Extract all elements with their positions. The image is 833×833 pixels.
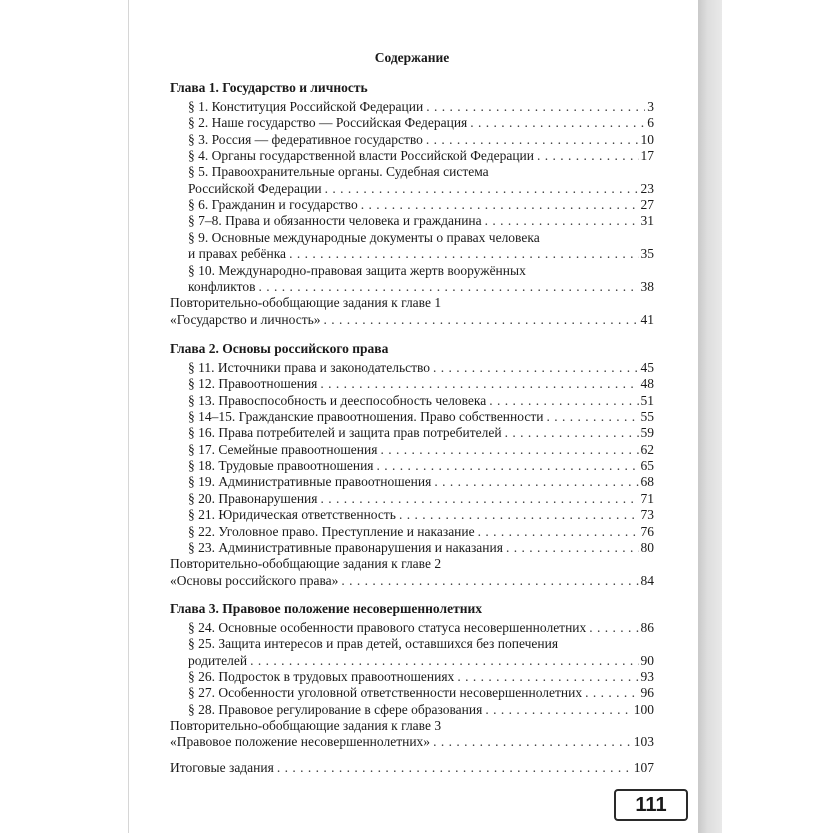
- toc-entry-text: Российской Федерации: [188, 180, 322, 196]
- chapter-title: Глава 2. Основы российского права: [170, 341, 389, 356]
- toc-entry-line: [170, 556, 654, 572]
- toc-leader-dots: [324, 312, 639, 328]
- toc-entry: [170, 148, 654, 164]
- toc-entry: [170, 376, 654, 392]
- toc-leader-dots: [426, 99, 645, 115]
- toc-entry-text: § 10. Международно-правовая защита жертв вооружённых: [188, 262, 526, 278]
- toc-review-entry: [170, 718, 654, 751]
- toc-entry-line: [170, 636, 654, 652]
- toc-entry-text: § 17. Семейные правоотношения: [188, 441, 378, 457]
- toc-page-number: 17: [640, 148, 654, 164]
- toc-page-number: 65: [640, 458, 654, 474]
- toc-page-number: 48: [640, 376, 654, 392]
- toc-entry-text: § 13. Правоспособность и дееспособность человека: [188, 392, 487, 408]
- toc-page-number: 84: [640, 572, 654, 588]
- toc-entry-text: § 7–8. Права и обязанности человека и гражданина: [188, 213, 482, 229]
- toc-entry-text: § 21. Юридическая ответственность: [188, 507, 396, 523]
- toc-entry-text: Повторительно-обобщающие задания к главе 1: [170, 295, 442, 311]
- toc-page-number: 73: [640, 507, 654, 523]
- toc-leader-dots: [434, 474, 638, 490]
- toc-page-number: 38: [640, 278, 654, 294]
- toc-leader-dots: [505, 425, 639, 441]
- toc-leader-dots: [250, 653, 638, 669]
- toc-entry: [170, 213, 654, 229]
- toc-entry: [170, 685, 654, 701]
- toc-entry-text: § 27. Особенности уголовной ответственности несовершеннолетних: [188, 685, 583, 701]
- toc-final-entry: [170, 760, 654, 776]
- toc-review-entry: [170, 556, 654, 589]
- toc-entry: [170, 99, 654, 115]
- toc-entry-line: [170, 474, 654, 490]
- toc-entry-line: [170, 540, 654, 556]
- toc-leader-dots: [258, 279, 638, 295]
- toc-leader-dots: [380, 442, 638, 458]
- toc-entry-text: § 4. Органы государственной власти Российской Федерации: [188, 148, 534, 164]
- chapter-title: Глава 1. Государство и личность: [170, 80, 368, 95]
- toc-leader-dots: [277, 760, 632, 776]
- toc-entry-line: [170, 620, 654, 636]
- toc-entry-text: § 25. Защита интересов и прав детей, оставшихся без попечения: [188, 636, 559, 652]
- toc-page-number: 62: [640, 441, 654, 457]
- toc-page-number: 45: [640, 360, 654, 375]
- toc-entry: [170, 132, 654, 148]
- toc-entry-line: [170, 312, 654, 328]
- toc-entry-text: § 12. Правоотношения: [188, 376, 318, 392]
- toc-leader-dots: [341, 573, 638, 589]
- toc-entry: [170, 669, 654, 685]
- toc-page-number: 23: [640, 180, 654, 196]
- toc-page-number: 68: [640, 474, 654, 490]
- toc-page-number: 31: [640, 213, 654, 229]
- toc-entry-line: [170, 409, 654, 425]
- toc-page-number: 107: [633, 760, 654, 775]
- toc-entry-line: [170, 132, 654, 148]
- toc-entry-line: [170, 197, 654, 213]
- page-number: 111: [614, 789, 688, 821]
- toc-entry-line: [170, 164, 654, 180]
- toc-page-number: 55: [640, 409, 654, 425]
- toc-entry-text: § 24. Основные особенности правового статуса несовершеннолетних: [188, 620, 587, 635]
- toc-entry-line: [170, 279, 654, 295]
- toc-entry-text: родителей: [188, 652, 248, 668]
- toc-entry: [170, 442, 654, 458]
- toc-page-number: 51: [640, 392, 654, 408]
- toc-entry: [170, 620, 654, 636]
- toc-entry-text: § 6. Гражданин и государство: [188, 197, 358, 213]
- toc-entry-text: § 20. Правонарушения: [188, 490, 318, 506]
- toc-leader-dots: [320, 376, 638, 392]
- toc-page-number: 59: [640, 425, 654, 441]
- toc-entry-line: [170, 734, 654, 750]
- toc-leader-dots: [489, 393, 638, 409]
- toc-leader-dots: [289, 246, 638, 262]
- toc-leader-dots: [320, 491, 638, 507]
- toc-review-entry: [170, 295, 654, 328]
- toc-entry: [170, 524, 654, 540]
- toc-page-number: 6: [647, 115, 654, 131]
- toc-page-number: 71: [640, 490, 654, 506]
- chapter-title: Глава 3. Правовое положение несовершеннолетних: [170, 601, 483, 616]
- toc-entry-line: [170, 573, 654, 589]
- toc-page-number: 35: [640, 246, 654, 262]
- toc-entry: [170, 507, 654, 523]
- toc-leader-dots: [478, 524, 639, 540]
- toc-entry-line: [170, 507, 654, 523]
- toc-entry: [170, 425, 654, 441]
- toc-entry-line: [170, 295, 654, 311]
- toc-leader-dots: [377, 458, 639, 474]
- toc-page-number: 96: [640, 685, 654, 701]
- toc-entry-text: § 1. Конституция Российской Федерации: [188, 99, 424, 114]
- toc-entry-text: § 5. Правоохранительные органы. Судебная система: [188, 164, 489, 180]
- toc-entry: [170, 164, 654, 197]
- toc-page-number: 41: [640, 311, 654, 327]
- toc-entry: [170, 230, 654, 263]
- toc-entry-text: Итоговые задания: [170, 760, 274, 775]
- toc-entry-text: § 9. Основные международные документы о правах человека: [188, 229, 540, 245]
- page-edge-shadow: [698, 0, 722, 833]
- toc-entry: [170, 115, 654, 131]
- toc-entry-line: [170, 99, 654, 115]
- toc-leader-dots: [589, 620, 638, 636]
- toc-entry: [170, 360, 654, 376]
- toc-entry-text: конфликтов: [188, 278, 256, 294]
- toc-leader-dots: [325, 181, 639, 197]
- toc-entry-line: [170, 263, 654, 279]
- toc-entry-text: «Основы российского права»: [170, 572, 339, 588]
- toc-entry-text: § 23. Административные правонарушения и наказания: [188, 539, 503, 555]
- toc-entry-text: «Государство и личность»: [170, 311, 321, 327]
- toc-entry-text: § 22. Уголовное право. Преступление и наказание: [188, 523, 475, 539]
- toc-entry: [170, 458, 654, 474]
- toc-entry-line: [170, 653, 654, 669]
- toc-leader-dots: [426, 132, 639, 148]
- toc-entry-line: [170, 760, 654, 776]
- toc-entry: [170, 197, 654, 213]
- toc-entry-line: [170, 393, 654, 409]
- toc-entry: [170, 263, 654, 296]
- toc-entry-text: § 11. Источники права и законодательство: [188, 360, 431, 375]
- toc-entry-line: [170, 213, 654, 229]
- toc-entry-text: § 26. Подросток в трудовых правоотношениях: [188, 669, 455, 685]
- toc-entry-line: [170, 669, 654, 685]
- toc-entry-text: Повторительно-обобщающие задания к главе 2: [170, 556, 442, 572]
- toc-entry: [170, 409, 654, 425]
- toc-entry-line: [170, 230, 654, 246]
- toc-page-number: 76: [640, 523, 654, 539]
- toc-leader-dots: [433, 360, 638, 376]
- toc-entry-line: [170, 702, 654, 718]
- toc-page-number: 103: [633, 734, 654, 750]
- toc-leader-dots: [537, 148, 639, 164]
- toc-entry-text: § 18. Трудовые правоотношения: [188, 458, 374, 474]
- toc-entry-line: [170, 458, 654, 474]
- toc-entry-text: § 28. Правовое регулирование в сфере образования: [188, 701, 483, 717]
- toc-page-number: 80: [640, 539, 654, 555]
- toc-leader-dots: [485, 213, 639, 229]
- toc-entry-text: Повторительно-обобщающие задания к главе 3: [170, 718, 442, 734]
- toc-entry-text: § 14–15. Гражданские правоотношения. Право собственности: [188, 409, 544, 425]
- toc-entry: [170, 491, 654, 507]
- toc-entry: [170, 702, 654, 718]
- toc-page-number: 3: [647, 99, 654, 114]
- toc-entry-text: § 3. Россия — федеративное государство: [188, 131, 423, 147]
- toc-entry-text: § 16. Права потребителей и защита прав потребителей: [188, 425, 502, 441]
- toc-leader-dots: [433, 734, 632, 750]
- toc-entry-line: [170, 148, 654, 164]
- toc-entry-line: [170, 524, 654, 540]
- toc-entry-text: § 2. Наше государство — Российская Федерация: [188, 115, 468, 131]
- toc-entry-text: § 19. Административные правоотношения: [188, 474, 432, 490]
- toc-page-number: 10: [640, 131, 654, 147]
- toc-entry: [170, 393, 654, 409]
- toc-entry-line: [170, 442, 654, 458]
- toc-entry: [170, 474, 654, 490]
- toc-entry-line: [170, 685, 654, 701]
- toc-leader-dots: [506, 540, 639, 556]
- toc-entry-line: [170, 491, 654, 507]
- toc-page-number: 90: [640, 652, 654, 668]
- toc-page-number: 100: [633, 701, 654, 717]
- toc-entry: [170, 540, 654, 556]
- toc-entry: [170, 636, 654, 669]
- toc-entry-line: [170, 376, 654, 392]
- toc-entry-line: [170, 718, 654, 734]
- toc-entry-line: [170, 115, 654, 131]
- toc-page-number: 93: [640, 669, 654, 685]
- toc-page-number: 27: [640, 197, 654, 213]
- toc-leader-dots: [361, 197, 639, 213]
- toc-title: Содержание: [374, 50, 450, 65]
- toc-leader-dots: [585, 685, 638, 701]
- toc-leader-dots: [546, 409, 638, 425]
- toc-leader-dots: [485, 702, 631, 718]
- toc-entry-line: [170, 360, 654, 376]
- toc-entry-text: «Правовое положение несовершеннолетних»: [170, 734, 431, 750]
- toc-entry-line: [170, 425, 654, 441]
- toc-entry-line: [170, 181, 654, 197]
- toc-leader-dots: [470, 115, 645, 131]
- toc-page-number: 86: [640, 620, 654, 635]
- toc-entry-line: [170, 246, 654, 262]
- toc-leader-dots: [457, 669, 638, 685]
- toc-leader-dots: [399, 507, 639, 523]
- toc-entry-text: и правах ребёнка: [188, 246, 287, 262]
